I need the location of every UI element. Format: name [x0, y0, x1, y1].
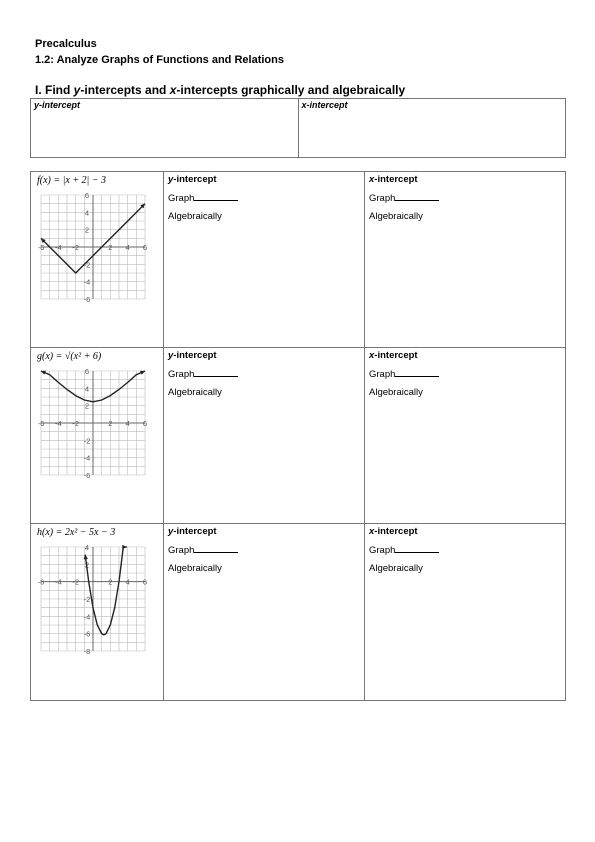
y-tick-label: -4: [83, 612, 91, 622]
y-tick-label: -2: [83, 436, 91, 446]
lesson-title: 1.2: Analyze Graphs of Functions and Relations: [35, 54, 284, 66]
function-label: h(x) = 2x² − 5x − 3: [37, 527, 116, 538]
intercept-suffix: -intercept: [173, 350, 217, 361]
y-intercept-answer-cell[interactable]: [164, 172, 365, 348]
algebraically-label: Algebraically: [168, 563, 222, 574]
x-intercept-heading: [369, 526, 565, 537]
algebraically-label: Algebraically: [369, 563, 423, 574]
graph-answer: [168, 192, 364, 204]
graph-cell: [31, 172, 164, 348]
function-graph: [37, 367, 149, 479]
graph-label: Graph: [369, 193, 396, 204]
x-tick-label: 2: [108, 243, 113, 252]
algebraically-label: Algebraically: [168, 211, 222, 222]
y-tick-label: 6: [84, 367, 90, 376]
problems-table: [30, 171, 566, 701]
graph-answer-blank[interactable]: [395, 192, 439, 201]
graph-answer: [168, 368, 364, 380]
y-tick-label: -4: [83, 453, 91, 463]
algebraically-label: Algebraically: [369, 387, 423, 398]
y-var: y: [168, 350, 174, 361]
y-tick-label: 2: [84, 225, 90, 235]
y-intercept-heading: [168, 526, 364, 537]
intercept-suffix: -intercept: [173, 174, 217, 185]
x-intercept-answer-cell[interactable]: [365, 172, 566, 348]
definitions-table: [30, 98, 566, 158]
y-tick-label: 2: [84, 560, 90, 570]
x-tick-label: -4: [54, 577, 62, 587]
y-tick-label: -4: [83, 277, 91, 287]
graph-answer-blank[interactable]: [194, 368, 238, 377]
section-y-var: y: [73, 83, 81, 97]
def-x-var: x: [301, 100, 307, 110]
function-graph: [37, 191, 149, 303]
x-intercept-heading: [369, 174, 565, 185]
x-tick-label: -2: [72, 577, 80, 587]
y-tick-label: 2: [84, 401, 90, 411]
y-tick-label: -2: [83, 260, 91, 270]
algebraically-label: Algebraically: [168, 387, 222, 398]
x-tick-label: 6: [142, 577, 148, 587]
section-mid: -intercepts and: [80, 83, 170, 97]
y-tick-label: -2: [83, 595, 91, 604]
x-intercept-heading: [369, 350, 565, 361]
graph-cell: [31, 524, 164, 701]
def-y-label: -intercept: [39, 100, 81, 110]
section-heading: [35, 84, 405, 97]
x-tick-label: -4: [54, 419, 62, 428]
graph-answer: [369, 368, 565, 380]
section-x-var: x: [169, 83, 177, 97]
function-label: f(x) = |x + 2| − 3: [37, 175, 107, 186]
x-tick-label: -2: [72, 419, 80, 428]
x-tick-label: 4: [125, 577, 130, 587]
x-intercept-answer-cell[interactable]: [365, 524, 566, 701]
x-tick-label: 6: [142, 419, 148, 428]
intercept-suffix: -intercept: [374, 350, 418, 361]
y-tick-label: -6: [83, 629, 91, 639]
graph-cell: [31, 348, 164, 524]
x-intercept-definition-cell[interactable]: [298, 99, 566, 158]
x-var: x: [369, 350, 375, 361]
graph-label: Graph: [369, 369, 396, 380]
x-tick-label: 4: [125, 243, 130, 252]
y-intercept-answer-cell[interactable]: [164, 524, 365, 701]
y-tick-label: 4: [84, 543, 90, 552]
y-tick-label: -8: [83, 647, 91, 655]
x-intercept-answer-cell[interactable]: [365, 348, 566, 524]
y-intercept-answer-cell[interactable]: [164, 348, 365, 524]
intercept-suffix: -intercept: [374, 526, 418, 537]
function-label: g(x) = √(x² + 6): [37, 351, 102, 362]
x-var: x: [369, 526, 375, 537]
x-tick-label: -2: [72, 243, 80, 252]
graph-answer: [369, 544, 565, 556]
y-tick-label: -6: [83, 471, 91, 479]
y-intercept-heading: [168, 350, 364, 361]
graph-label: Graph: [369, 545, 396, 556]
x-tick-label: 2: [108, 419, 113, 428]
graph-answer-blank[interactable]: [194, 192, 238, 201]
graph-answer: [168, 544, 364, 556]
x-tick-label: 2: [108, 577, 113, 587]
problem-row: [31, 348, 566, 524]
def-x-label: -intercept: [306, 100, 348, 110]
y-var: y: [168, 526, 174, 537]
graph-answer-blank[interactable]: [194, 544, 238, 553]
graph-answer: [369, 192, 565, 204]
x-var: x: [369, 174, 375, 185]
x-tick-label: 6: [142, 243, 148, 252]
x-tick-label: -6: [37, 243, 45, 252]
graph-label: Graph: [168, 369, 195, 380]
arrowhead: [122, 545, 127, 549]
y-tick-label: 4: [84, 208, 90, 218]
graph-answer-blank[interactable]: [395, 368, 439, 377]
function-curve: [85, 547, 127, 635]
course-title: Precalculus: [35, 38, 97, 50]
def-y-var: y: [34, 100, 40, 110]
x-tick-label: -4: [54, 243, 62, 252]
y-var: y: [168, 174, 174, 185]
y-tick-label: -6: [83, 295, 91, 303]
graph-answer-blank[interactable]: [395, 544, 439, 553]
section-prefix: I. Find: [35, 83, 74, 97]
intercept-suffix: -intercept: [173, 526, 217, 537]
graph-label: Graph: [168, 545, 195, 556]
x-tick-label: -6: [37, 577, 45, 587]
intercept-suffix: -intercept: [374, 174, 418, 185]
y-tick-label: 4: [84, 384, 90, 394]
x-tick-label: 4: [125, 419, 130, 428]
y-tick-label: 6: [84, 191, 90, 200]
function-graph: [37, 543, 149, 655]
algebraically-label: Algebraically: [369, 211, 423, 222]
y-intercept-heading: [168, 174, 364, 185]
problem-row: [31, 172, 566, 348]
graph-label: Graph: [168, 193, 195, 204]
y-intercept-definition-cell[interactable]: [31, 99, 299, 158]
problem-row: [31, 524, 566, 701]
x-tick-label: -6: [37, 419, 45, 428]
section-suffix: -intercepts graphically and algebraically: [176, 83, 406, 97]
